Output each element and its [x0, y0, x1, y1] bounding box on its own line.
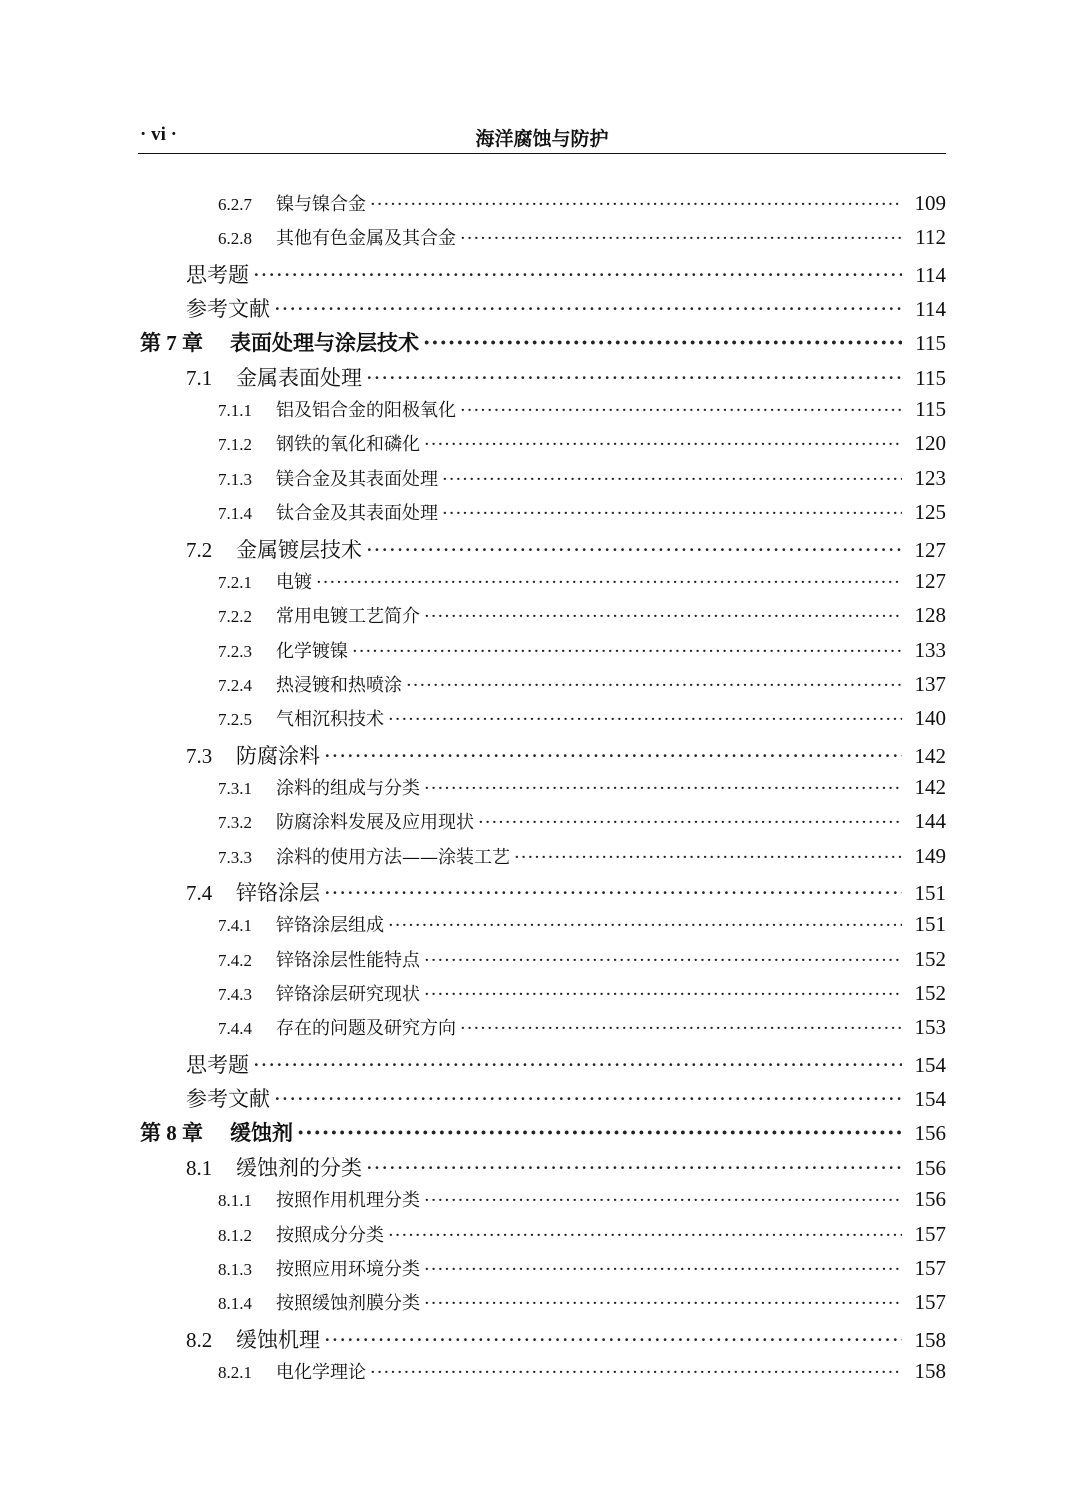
page-number: · vi · [140, 124, 177, 145]
dot-leader [424, 950, 902, 971]
dot-leader [274, 1087, 902, 1111]
toc-entry[interactable] [218, 465, 946, 495]
toc-entry[interactable] [186, 877, 946, 907]
dot-leader [460, 400, 902, 421]
toc-entry[interactable] [218, 568, 946, 598]
toc-entry-number: 7.1.4 [218, 504, 252, 524]
dot-leader [366, 538, 902, 562]
toc-entry-number: 8.1.2 [218, 1225, 252, 1245]
toc-entry-number: 7.3 [186, 743, 213, 768]
toc-entry-number: 7.2.1 [218, 572, 252, 592]
dot-leader [424, 1293, 902, 1314]
dot-leader [324, 744, 902, 768]
toc-entry-title: 参考文献 [186, 1087, 270, 1112]
toc-entry[interactable] [186, 259, 946, 289]
toc-entry-number: 7.1.3 [218, 469, 252, 489]
dot-leader [442, 503, 902, 524]
toc-entry-page: 114 [915, 297, 946, 322]
toc-entry-page: 158 [914, 1358, 946, 1383]
toc-entry-number: 7.4.1 [218, 916, 252, 936]
toc-entry-page: 151 [914, 881, 946, 905]
toc-entry-page: 115 [915, 397, 946, 422]
dot-leader [514, 847, 902, 868]
dot-leader [424, 778, 902, 799]
toc-entry[interactable] [218, 911, 946, 941]
toc-entry-number: 7.4 [186, 881, 213, 905]
toc-entry-page: 154 [914, 1052, 946, 1077]
toc-entry[interactable] [218, 224, 946, 254]
toc-entry-number: 7.2.2 [218, 607, 252, 627]
dot-leader [297, 1120, 902, 1145]
toc-entry[interactable] [218, 1255, 946, 1285]
toc-entry-page: 140 [914, 706, 946, 731]
toc-entry-title: 按照应用环境分类 [276, 1258, 420, 1280]
toc-entry[interactable] [218, 705, 946, 735]
toc-entry-title: 电镀 [276, 571, 312, 593]
toc-entry-title: 缓蚀剂 [230, 1120, 293, 1146]
toc-entry-number: 7.4.3 [218, 985, 252, 1005]
toc-entry-number: 8.1.3 [218, 1259, 252, 1279]
toc-entry[interactable] [140, 327, 946, 357]
toc-entry-page: 123 [914, 465, 946, 490]
toc-entry-number: 8.1 [186, 1155, 213, 1180]
dot-leader [460, 1018, 902, 1039]
toc-entry[interactable] [218, 499, 946, 529]
toc-entry-title: 按照成分分类 [276, 1224, 384, 1246]
dot-leader [388, 915, 902, 936]
toc-entry-number: 7.2.5 [218, 710, 252, 730]
toc-entry-page: 137 [914, 671, 946, 696]
running-title: 海洋腐蚀与防护 [475, 128, 609, 150]
toc-entry-number: 7.2 [186, 537, 213, 562]
toc-entry-number: 8.2 [186, 1327, 213, 1352]
toc-entry-title: 按照缓蚀剂膜分类 [276, 1293, 420, 1315]
toc-entry-title: 涂料的使用方法——涂装工艺 [276, 846, 510, 868]
toc-entry-title: 钢铁的氧化和磷化 [276, 434, 420, 456]
toc-entry-number: 8.1.1 [218, 1191, 252, 1211]
dot-leader [460, 228, 902, 249]
toc-entry[interactable] [218, 1289, 946, 1319]
toc-entry[interactable] [218, 396, 946, 426]
toc-entry-page: 115 [915, 331, 946, 356]
toc-entry-number: 6.2.8 [218, 229, 252, 249]
toc-entry-page: 128 [914, 603, 946, 628]
toc-entry-number: 7.2.4 [218, 675, 252, 695]
toc-entry[interactable] [186, 1049, 946, 1079]
toc-entry-title: 金属表面处理 [236, 365, 362, 390]
toc-entry-number: 8.1.4 [218, 1294, 252, 1314]
toc-entry-number: 第 7 章 [140, 331, 203, 356]
toc-entry[interactable] [186, 1083, 946, 1113]
toc-entry-title: 锌铬涂层性能特点 [276, 949, 420, 971]
toc-entry-page: 152 [914, 981, 946, 1006]
toc-entry-number: 7.3.2 [218, 813, 252, 833]
toc-entry-title: 存在的问题及研究方向 [276, 1018, 456, 1040]
toc-entry[interactable] [186, 362, 946, 392]
toc-entry-title: 镁合金及其表面处理 [276, 468, 438, 490]
toc-entry-title: 锌铬涂层组成 [276, 915, 384, 937]
dot-leader [352, 641, 902, 662]
dot-leader [423, 330, 902, 355]
toc-entry-number: 8.2.1 [218, 1362, 252, 1382]
toc-entry-number: 7.1.1 [218, 401, 252, 421]
toc-entry-title: 缓蚀机理 [236, 1327, 320, 1352]
toc-entry-page: 157 [914, 1255, 946, 1280]
dot-leader [324, 1328, 902, 1352]
toc-entry-page: 158 [914, 1327, 946, 1352]
toc-entry-page: 120 [914, 431, 946, 456]
toc-entry-page: 114 [915, 262, 946, 287]
toc-entry-page: 156 [914, 1187, 946, 1212]
dot-leader [366, 366, 902, 390]
toc-entry[interactable] [140, 1117, 946, 1147]
toc-entry-page: 133 [914, 637, 946, 662]
toc-entry[interactable] [186, 534, 946, 564]
toc-entry-title: 其他有色金属及其合金 [276, 228, 456, 250]
toc-entry-page: 152 [914, 946, 946, 971]
toc-entry-page: 149 [914, 843, 946, 868]
toc-entry[interactable] [218, 946, 946, 976]
toc-entry-title: 参考文献 [186, 297, 270, 322]
dot-leader [406, 675, 902, 696]
toc-entry-page: 142 [914, 774, 946, 799]
dot-leader [424, 434, 902, 455]
toc-entry-page: 127 [914, 568, 946, 593]
dot-leader [424, 1259, 902, 1280]
dot-leader [388, 709, 902, 730]
toc-entry-number: 7.1.2 [218, 435, 252, 455]
dot-leader [370, 1362, 902, 1383]
toc-entry[interactable] [218, 602, 946, 632]
toc-entry-page: 112 [915, 225, 946, 250]
toc-entry-title: 思考题 [186, 1052, 249, 1077]
dot-leader [253, 263, 902, 287]
toc-entry-title: 涂料的组成与分类 [276, 777, 420, 799]
dot-leader [274, 297, 902, 321]
dot-leader [424, 984, 902, 1005]
dot-leader [316, 572, 902, 593]
toc-entry[interactable] [218, 1186, 946, 1216]
toc-entry[interactable] [218, 1358, 946, 1388]
toc-entry[interactable] [218, 1221, 946, 1251]
toc-entry-title: 热浸镀和热喷涂 [276, 674, 402, 696]
dot-leader [370, 194, 902, 215]
toc-entry-number: 7.4.4 [218, 1019, 252, 1039]
toc-entry[interactable] [218, 1014, 946, 1044]
toc-entry-page: 144 [914, 809, 946, 834]
toc-entry-page: 151 [914, 912, 946, 937]
toc-entry[interactable] [218, 671, 946, 701]
toc-entry-page: 142 [914, 743, 946, 768]
toc-entry-title: 思考题 [186, 262, 249, 287]
dot-leader [253, 1053, 902, 1077]
toc-entry-title: 常用电镀工艺简介 [276, 606, 420, 628]
dot-leader [478, 812, 902, 833]
toc-entry-page: 156 [914, 1121, 946, 1146]
toc-entry-title: 金属镀层技术 [236, 537, 362, 562]
toc-entry[interactable] [218, 430, 946, 460]
toc-entry[interactable] [218, 190, 946, 220]
toc-entry[interactable] [186, 1324, 946, 1354]
toc-entry-number: 7.1 [186, 365, 213, 390]
toc-entry-title: 化学镀镍 [276, 640, 348, 662]
toc-entry-page: 127 [914, 537, 946, 562]
toc-entry-page: 154 [914, 1087, 946, 1112]
header-rule [138, 153, 946, 154]
toc-entry-page: 156 [914, 1155, 946, 1180]
toc-entry-title: 防腐涂料发展及应用现状 [276, 812, 474, 834]
dot-leader [424, 1190, 902, 1211]
toc-entry[interactable] [218, 808, 946, 838]
toc-entry-title: 锌铬涂层 [236, 881, 320, 905]
toc-entry-title: 电化学理论 [276, 1361, 366, 1383]
toc-entry-number: 第 8 章 [140, 1121, 203, 1146]
toc-entry[interactable] [186, 740, 946, 770]
toc-entry[interactable] [218, 980, 946, 1010]
toc-entry-number: 7.2.3 [218, 641, 252, 661]
toc-entry[interactable] [218, 637, 946, 667]
toc-entry-title: 铝及铝合金的阳极氧化 [276, 400, 456, 422]
toc-entry-title: 表面处理与涂层技术 [230, 330, 419, 356]
toc-entry[interactable] [186, 293, 946, 323]
toc-entry-title: 气相沉积技术 [276, 709, 384, 731]
toc-entry-page: 109 [914, 191, 946, 215]
toc-entry-page: 115 [915, 365, 946, 390]
toc-entry[interactable] [186, 1152, 946, 1182]
dot-leader [388, 1225, 902, 1246]
dot-leader [442, 469, 902, 490]
toc-entry[interactable] [218, 774, 946, 804]
dot-leader [366, 1156, 902, 1180]
page-header [138, 120, 946, 154]
toc-entry-title: 镍与镍合金 [276, 194, 366, 215]
toc-entry-title: 防腐涂料 [236, 743, 320, 768]
toc-entry-title: 缓蚀剂的分类 [236, 1155, 362, 1180]
toc-entry-page: 125 [914, 500, 946, 525]
toc-entry[interactable] [218, 843, 946, 873]
dot-leader [424, 606, 902, 627]
toc-entry-title: 钛合金及其表面处理 [276, 503, 438, 525]
toc-entry-number: 7.4.2 [218, 950, 252, 970]
dot-leader [324, 881, 902, 905]
toc-entry-number: 7.3.3 [218, 847, 252, 867]
toc-entry-number: 6.2.7 [218, 195, 252, 214]
toc-entry-title: 锌铬涂层研究现状 [276, 984, 420, 1006]
toc-entry-page: 157 [914, 1221, 946, 1246]
toc-entry-title: 按照作用机理分类 [276, 1190, 420, 1212]
toc-entry-number: 7.3.1 [218, 778, 252, 798]
toc-entry-page: 153 [914, 1015, 946, 1040]
toc-entry-page: 157 [914, 1290, 946, 1315]
